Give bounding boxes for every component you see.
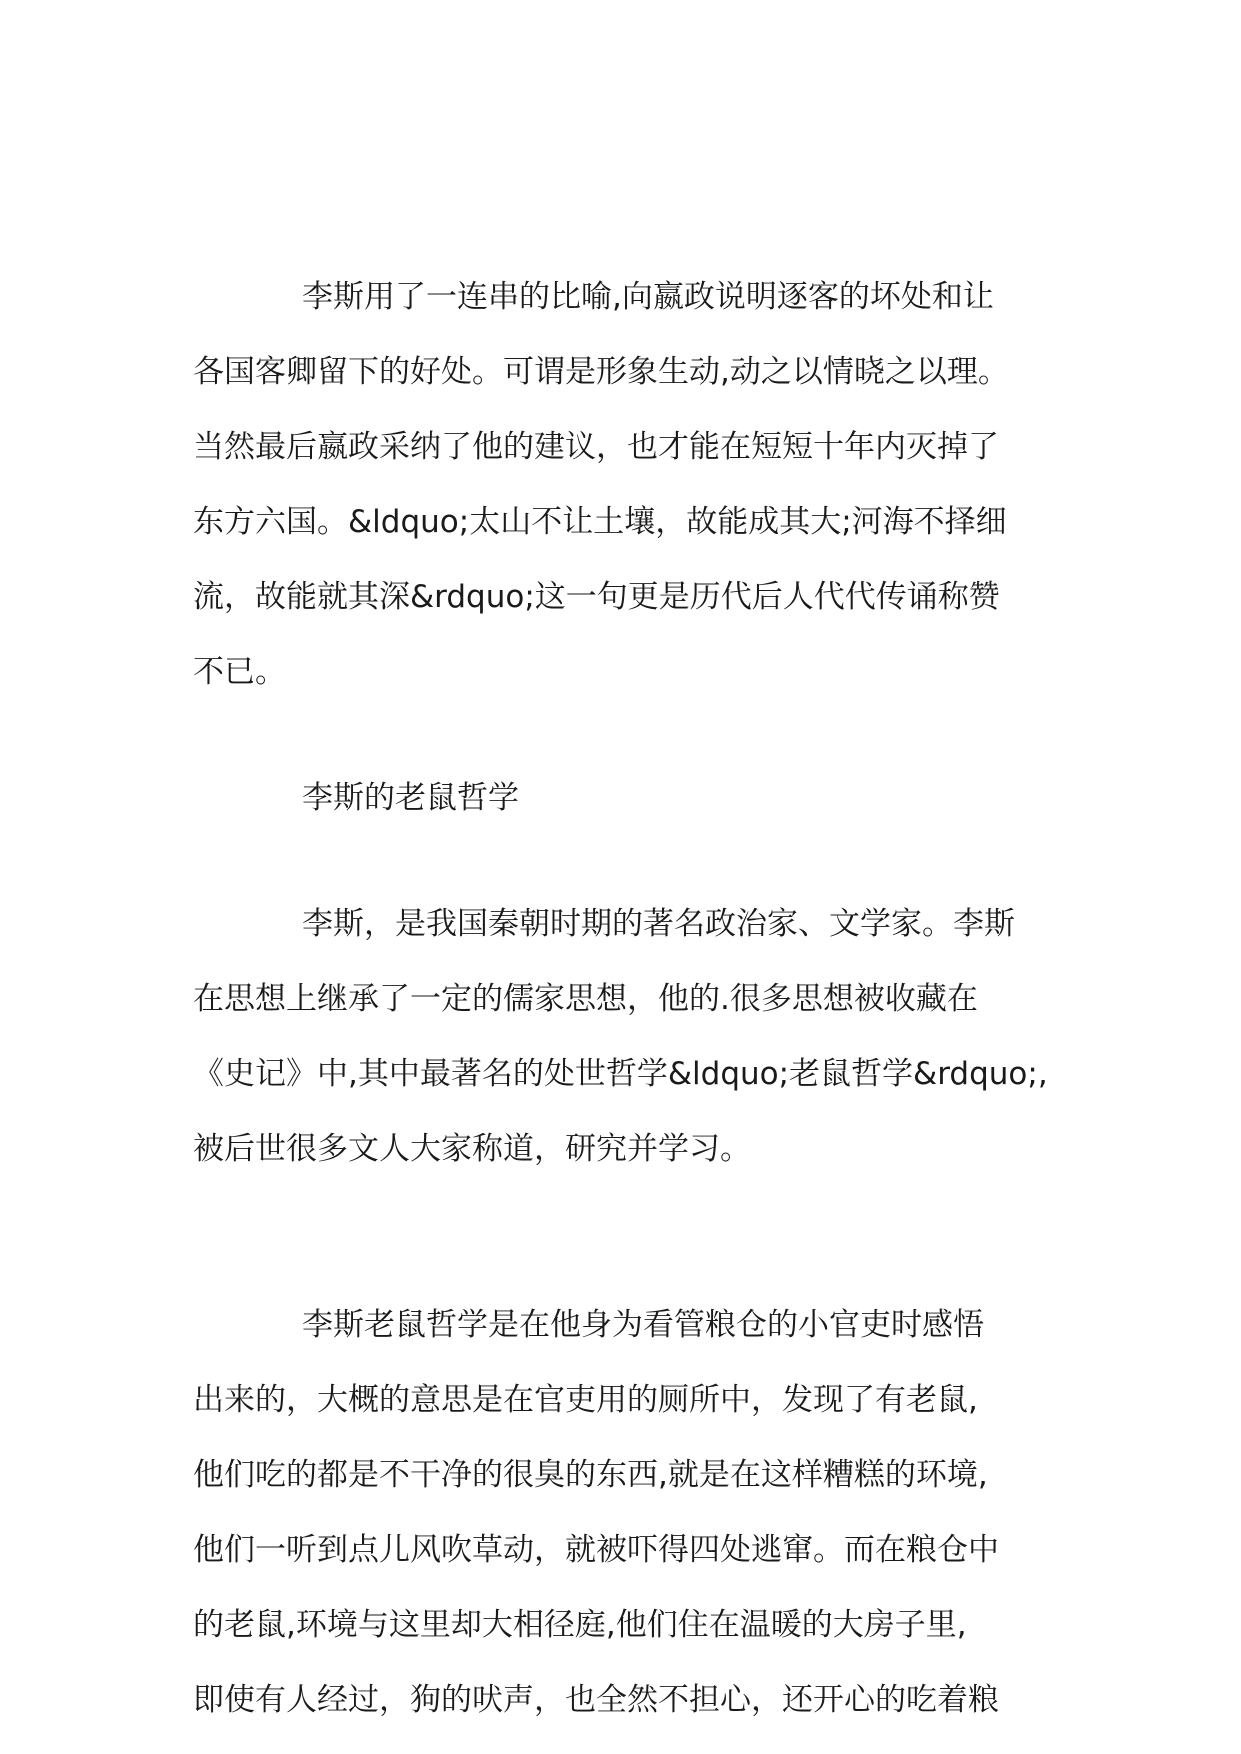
paragraph-1-line-6: 不已。 [193, 654, 286, 690]
paragraph-3-line-3: 他们吃的都是不干净的很臭的东西,就是在这样糟糕的环境, [193, 1457, 988, 1493]
paragraph-2-line-1: 李斯，是我国秦朝时期的著名政治家、文学家。李斯 [302, 906, 1015, 942]
paragraph-3-line-5: 的老鼠,环境与这里却大相径庭,他们住在温暖的大房子里, [193, 1607, 967, 1643]
section-heading: 李斯的老鼠哲学 [302, 780, 519, 816]
paragraph-1-line-2: 各国客卿留下的好处。可谓是形象生动,动之以情晓之以理。 [193, 354, 1009, 390]
paragraph-2-line-3: 《史记》中,其中最著名的处世哲学&ldquo;老鼠哲学&rdquo;, [193, 1056, 1048, 1092]
paragraph-3-line-1: 李斯老鼠哲学是在他身为看管粮仓的小官吏时感悟 [302, 1307, 984, 1343]
paragraph-3-line-6: 即使有人经过，狗的吠声，也全然不担心，还开心的吃着粮 [193, 1682, 999, 1718]
paragraph-1-line-4: 东方六国。&ldquo;太山不让土壤，故能成其大;河海不择细 [193, 504, 1007, 540]
paragraph-3-line-2: 出来的，大概的意思是在官吏用的厕所中，发现了有老鼠, [193, 1382, 978, 1418]
paragraph-2-line-2: 在思想上继承了一定的儒家思想，他的.很多思想被收藏在 [193, 981, 978, 1017]
paragraph-2-line-4: 被后世很多文人大家称道，研究并学习。 [193, 1131, 751, 1167]
paragraph-1-line-3: 当然最后嬴政采纳了他的建议，也才能在短短十年内灭掉了 [193, 429, 999, 465]
paragraph-1-line-1: 李斯用了一连串的比喻,向嬴政说明逐客的坏处和让 [302, 279, 994, 315]
paragraph-3-line-4: 他们一听到点儿风吹草动，就被吓得四处逃窜。而在粮仓中 [193, 1532, 999, 1568]
paragraph-1-line-5: 流，故能就其深&rdquo;这一句更是历代后人代代传诵称赞 [193, 579, 1000, 615]
